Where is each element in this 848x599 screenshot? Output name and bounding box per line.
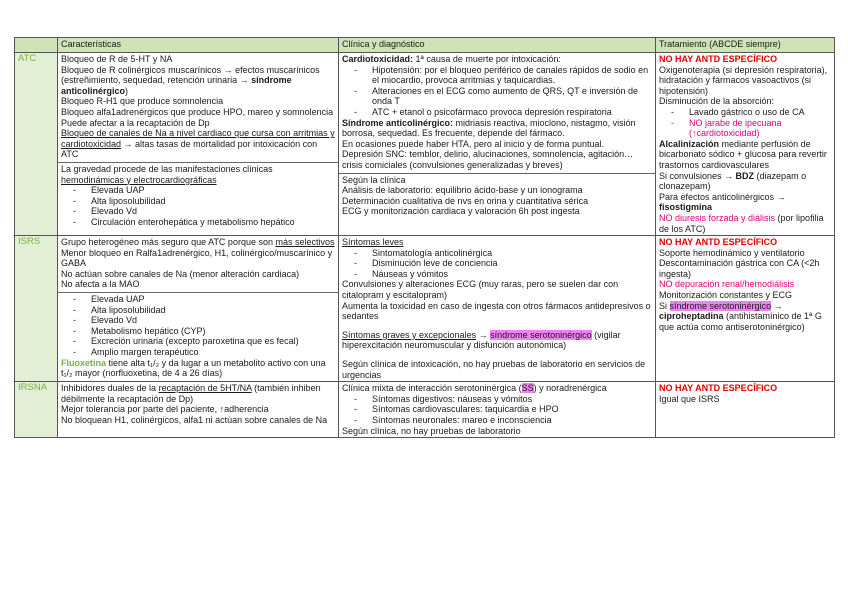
list-item: - Lavado gástrico o uso de CA bbox=[671, 107, 831, 118]
atc-tratamiento: NO HAY ANTD ESPECÍFICO Oxigenoterapia (si depresión respiratoria), hidratación y fármacos vasoactivos (si hipotensión) Disminución de la absorción: - Lavado gástrico o uso de CA - NO jarabe de ipecuana (↑cardiotoxicidad) Alcalinización mediante perfusión de bicarbonato sódico + glucosa para revertir trastornos cardiovasculares Si convulsiones → BDZ (diazepam o clonazepam) Para efectos anticolinérgicos → fisostigmina NO diuresis forzada y diálisis (por lipofilia de los ATC) bbox=[656, 53, 835, 236]
list-item: - Elevado Vd bbox=[73, 315, 335, 326]
irsna-clinica: Clínica mixta de interacción serotoninérgica (SS) y noradrenérgica - Síntomas digestivos: náuseas y vómitos - Síntomas cardiovasculares: taquicardia e HPO - Síntomas neuronales: mareo e inconsciencia Según clínica, no hay pruebas de laboratorio bbox=[339, 382, 656, 438]
drug-label-irsna: IRSNA bbox=[15, 382, 58, 438]
drug-label-atc: ATC bbox=[15, 53, 58, 236]
list-item: - Hipotensión: por el bloqueo periférico de canales rápidos de sodio en el miocardio, provoca arritmias y taquicardias. bbox=[354, 65, 652, 86]
list-item: - Excreción urinaria (excepto paroxetina que es fecal) bbox=[73, 336, 335, 347]
isrs-caracteristicas: Grupo heterogéneo más seguro que ATC porque son más selectivos Menor bloqueo en Ralfa1adrenérgico, H1, colinérgico/muscarínico y GABA No actúan sobre canales de Na (menor alteración cardiaca) No afecta a la MAO - Elevada UAP - Alta liposolubilidad - Elevado Vd - Metabolismo hepático (CYP) - Excreción urinaria (excepto paroxetina que es fecal) - Amplio margen terapéutico Fluoxetina tiene alta t₁/₂ y da lugar a un metabolito activo con una t₁/₂ mayor (norfluoxetina, de 4 a 26 días) bbox=[58, 236, 339, 382]
irsna-tratamiento: NO HAY ANTD ESPECÍFICO Igual que ISRS bbox=[656, 382, 835, 438]
list-item: - Alta liposolubilidad bbox=[73, 196, 335, 207]
list-item: - Circulación enterohepática y metabolismo hepático bbox=[73, 217, 335, 228]
header-row bbox=[15, 38, 835, 53]
list-item: - Amplio margen terapéutico bbox=[73, 347, 335, 358]
list-item: - Alteraciones en el ECG como aumento de QRS, QT e inversión de onda T bbox=[354, 86, 652, 107]
list-item: - NO jarabe de ipecuana (↑cardiotoxicidad) bbox=[671, 118, 831, 139]
list-item: - Síntomas neuronales: mareo e inconsciencia bbox=[354, 415, 652, 426]
atc-caracteristicas: Bloqueo de R de 5-HT y NA Bloqueo de R colinérgicos muscarínicos → efectos muscarínicos (estreñimiento, sequedad, retención urinaria → síndrome anticolinérgico) Bloqueo R-H1 que produce somnolencia Bloqueo alfa1adrenérgicos que produce HPO, mareo y somnolencia Puede afectar a la recaptación de Dp Bloqueo de canales de Na a nivel cardiaco que cursa con arritmias y cardiotoxicidad → altas tasas de mortalidad por intoxicación con ATC La gravedad procede de las manifestaciones clínicas hemodinámicas y electrocardiográficas - Elevada UAP - Alta liposolubilidad - Elevado Vd - Circulación enterohepática y metabolismo hepático bbox=[58, 53, 339, 236]
irsna-caracteristicas: Inhibidores duales de la recaptación de 5HT/NA (también inhiben débilmente la recaptación de Dp) Mejor tolerancia por parte del paciente, ↑adherencia No bloquean H1, colinérgicos, alfa1 ni actúan sobre canales de Na bbox=[58, 382, 339, 438]
list-item: - Elevada UAP bbox=[73, 185, 335, 196]
irsna-sintomas-list bbox=[342, 394, 652, 426]
header-blank bbox=[15, 38, 58, 53]
list-item: - Disminución leve de conciencia bbox=[354, 258, 652, 269]
isrs-tratamiento: NO HAY ANTD ESPECÍFICO Soporte hemodinámico y ventilatorio Descontaminación gástrica con CA (<2h ingesta) NO depuración renal/hemodiálisis Monitorización constantes y ECG Si síndrome serotoninérgico → ciproheptadina (antihistamínico de 1ª G que actúa como antiserotoninérgico) bbox=[656, 236, 835, 382]
list-item: - Sintomatología anticolinérgica bbox=[354, 248, 652, 259]
list-item: - Náuseas y vómitos bbox=[354, 269, 652, 280]
list-item: - Alta liposolubilidad bbox=[73, 305, 335, 316]
list-item: - Metabolismo hepático (CYP) bbox=[73, 326, 335, 337]
list-item: - Elevada UAP bbox=[73, 294, 335, 305]
toxicology-table bbox=[14, 37, 835, 438]
list-item: - Elevado Vd bbox=[73, 206, 335, 217]
list-item: - Síntomas cardiovasculares: taquicardia e HPO bbox=[354, 404, 652, 415]
list-item: - Síntomas digestivos: náuseas y vómitos bbox=[354, 394, 652, 405]
atc-clinica: Cardiotoxicidad: 1ª causa de muerte por intoxicación: - Hipotensión: por el bloqueo periférico de canales rápidos de sodio en el miocardio, provoca arritmias y taquicardias. - Alteraciones en el ECG como aumento de QRS, QT e inversión de onda T - ATC + etanol o psicofármaco provoca depresión respiratoria Síndrome anticolinérgico: midriasis reactiva, mioclono, nistagmo, visión borrosa, sequedad. Es frecuente, depende del fármaco. En ocasiones puede haber HTA, pero al inicio y de forma puntual. Depresión SNC: temblor, delirio, alucinaciones, somnolencia, agitación… crisis comiciales (convulsiones generalizadas y breves) Según la clínica Análisis de laboratorio: equilibrio ácido-base y un ionograma Determinación cualitativa de nvs en orina y cuantitativa sérica ECG y monitorización cardiaca y valoración 6h post ingesta bbox=[339, 53, 656, 236]
isrs-pk-list bbox=[61, 294, 335, 358]
header-caracteristicas: Características bbox=[58, 38, 339, 53]
atc-absorcion-list bbox=[659, 107, 831, 139]
atc-cardio-list bbox=[342, 65, 652, 118]
row-atc bbox=[15, 53, 835, 236]
isrs-leves-list bbox=[342, 248, 652, 280]
isrs-clinica: Síntomas leves - Sintomatología anticolinérgica - Disminución leve de conciencia - Náuseas y vómitos Convulsiones y alteraciones ECG (muy raras, pero se suelen dar con citalopram y escitalopram) Aumenta la toxicidad en caso de ingesta con otros fármacos antidepresivos o sedantes Síntomas graves y excepcionales → síndrome serotoninérgico (vigilar hiperexcitación neuromuscular y disfunción autonómica) Según clínica de intoxicación, no hay pruebas de laboratorio en servicios de urgencias bbox=[339, 236, 656, 382]
row-isrs bbox=[15, 236, 835, 382]
row-irsna bbox=[15, 382, 835, 438]
header-tratamiento: Tratamiento (ABCDE siempre) bbox=[656, 38, 835, 53]
atc-pk-list bbox=[61, 185, 335, 227]
drug-label-isrs: ISRS bbox=[15, 236, 58, 382]
list-item: - ATC + etanol o psicofármaco provoca depresión respiratoria bbox=[354, 107, 652, 118]
header-clinica: Clínica y diagnóstico bbox=[339, 38, 656, 53]
